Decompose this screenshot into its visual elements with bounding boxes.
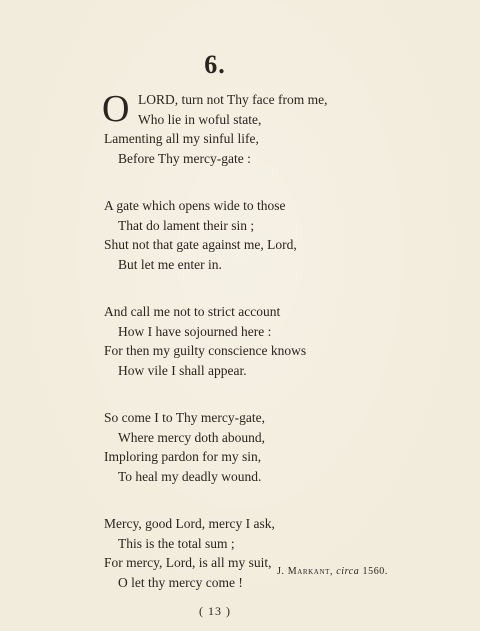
stanza-3 [104,302,404,380]
poem-line: For then my guilty conscience knows [104,343,307,358]
attribution [277,566,388,577]
poem-line: To heal my deadly wound. [118,468,262,484]
poem-line: For mercy, Lord, is all my suit, [104,555,272,570]
poem-line: And call me not to strict account [104,304,281,319]
poem [104,90,404,620]
stanza-4 [104,408,404,486]
poem-line: Lamenting all my sinful life, [104,131,259,146]
poem-line: A gate which opens wide to those [104,198,286,213]
poem-line: That do lament their sin ; [118,217,255,233]
poem-line: But let me enter in. [118,256,222,272]
poem-line: How I have sojourned here : [118,323,272,339]
stanza-2 [104,196,404,274]
poem-line: This is the total sum ; [118,535,235,551]
poem-line: Mercy, good Lord, mercy I ask, [104,516,275,531]
poem-line: Shut not that gate against me, Lord, [104,237,297,252]
year: 1560. [362,566,388,577]
poem-line: O let thy mercy come ! [118,574,243,590]
hymn-number: 6. [204,50,226,79]
drop-cap: O [102,88,130,130]
circa-label: circa [336,566,360,577]
stanza-5 [104,514,404,592]
poem-line: Who lie in woful state, [138,111,262,127]
page-number: ( 13 ) [199,604,231,618]
stanza-1 [104,90,404,168]
poem-line: Where mercy doth abound, [118,429,265,445]
poem-line: LORD, turn not Thy face from me, [138,92,328,107]
poem-line: Before Thy mercy-gate : [118,150,251,166]
poem-line: So come I to Thy mercy-gate, [104,410,265,425]
poem-line: How vile I shall appear. [118,362,247,378]
author-name: J. Markant, [277,566,334,577]
poem-line: Imploring pardon for my sin, [104,449,262,464]
